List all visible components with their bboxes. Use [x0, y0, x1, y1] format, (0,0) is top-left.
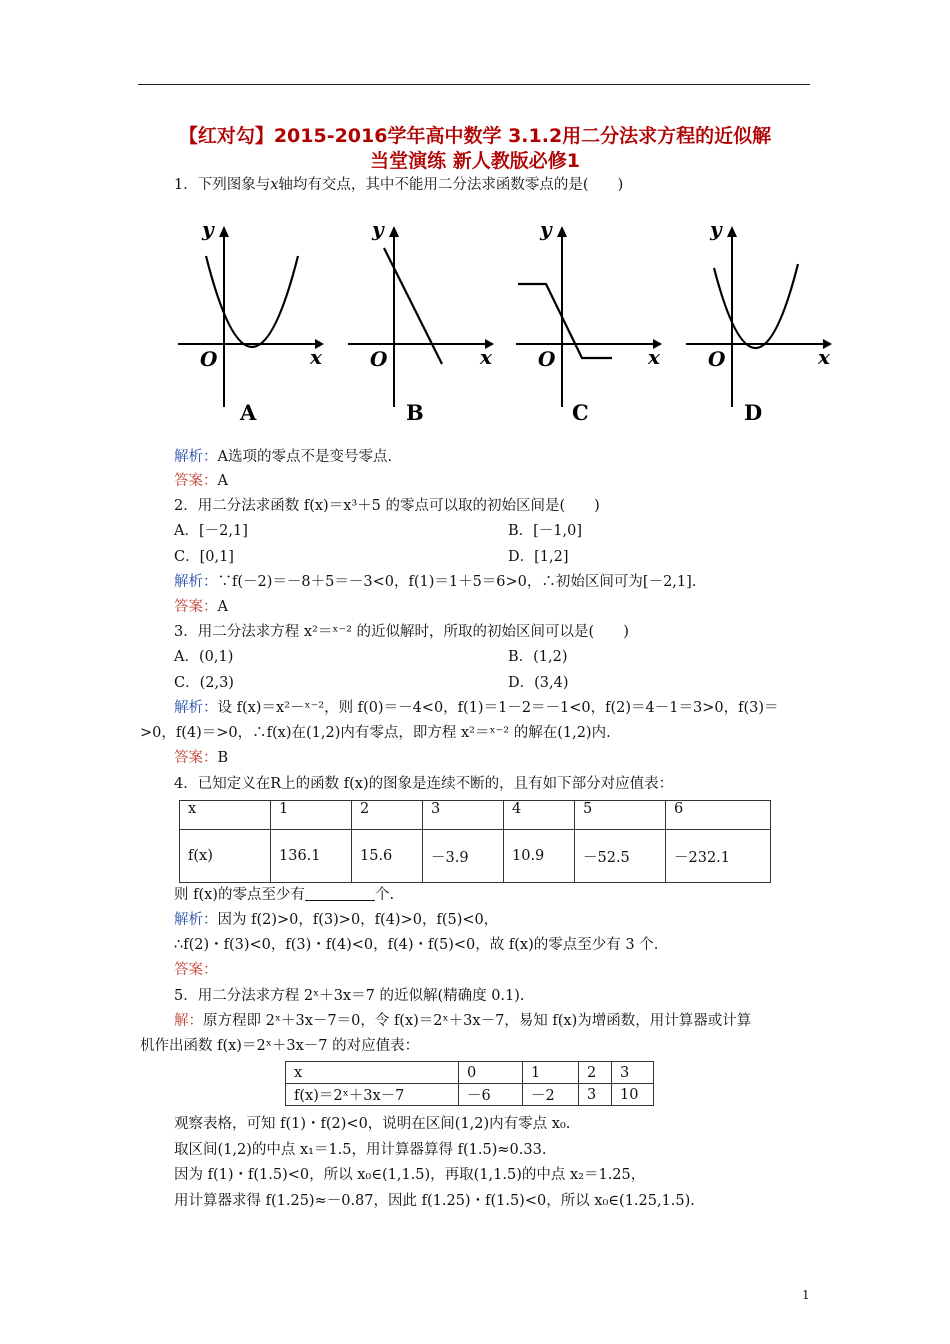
q2-option-b: B．[－1,0] — [508, 523, 583, 539]
table-cell: 1 — [523, 1062, 579, 1084]
table-cell: 6 — [666, 801, 771, 830]
q2-option-d: D．[1,2] — [508, 549, 569, 565]
q5-step-1: 观察表格，可知 f(1)・f(2)<0，说明在区间(1,2)内有零点 x₀. — [174, 1116, 571, 1132]
table-cell: －52.5 — [575, 830, 666, 883]
table-cell: 5 — [575, 801, 666, 830]
q4-stem: 4．已知定义在R上的函数 f(x)的图象是连续不断的，且有如下部分对应值表： — [174, 776, 674, 792]
origin-label: O — [200, 347, 218, 371]
graph-b-caption: B — [406, 400, 424, 425]
table-cell: 15.6 — [352, 830, 423, 883]
table-row — [180, 801, 771, 830]
q2-option-c: C．[0,1] — [174, 549, 234, 565]
table-cell: 3 — [612, 1062, 654, 1084]
y-axis-label: y — [540, 217, 552, 241]
q5-solution-line1: 解：原方程即 2ˣ＋3x－7＝0，令 f(x)＝2ˣ＋3x－7，易知 f(x)为增函数，用计算器或计算 — [174, 1013, 752, 1029]
q5-value-table — [285, 1061, 654, 1106]
table-cell: 2 — [579, 1062, 612, 1084]
graph-c — [510, 212, 670, 427]
header-rule — [138, 84, 810, 85]
q4-value-table — [179, 800, 771, 883]
table-cell: 0 — [459, 1062, 523, 1084]
q1-analysis: 解析：A选项的零点不是变号零点. — [174, 449, 393, 465]
q3-answer: 答案：B — [174, 750, 229, 766]
q3-option-a: A．(0,1) — [174, 649, 234, 665]
graph-a-caption: A — [240, 400, 257, 425]
origin-label: O — [538, 347, 556, 371]
x-axis-label: x — [818, 345, 830, 369]
x-axis-label: x — [648, 345, 660, 369]
table-cell: －3.9 — [423, 830, 504, 883]
table-cell: －6 — [459, 1084, 523, 1106]
table-row — [286, 1084, 654, 1106]
q4-analysis-line1: 解析：因为 f(2)>0，f(3)>0，f(4)>0，f(5)<0， — [174, 912, 499, 928]
origin-label: O — [370, 347, 388, 371]
q4-fill-blank: 则 f(x)的零点至少有 个. — [174, 887, 395, 903]
q2-analysis: 解析：∵f(－2)＝－8＋5＝－3<0，f(1)＝1＋5＝6>0，∴初始区间可为[－2,1]. — [174, 574, 697, 590]
table-cell: 3 — [423, 801, 504, 830]
x-axis-label: x — [480, 345, 492, 369]
q2-option-a: A．[－2,1] — [174, 523, 248, 539]
q3-analysis-line2: >0，f(4)＝>0，∴f(x)在(1,2)内有零点，即方程 x²＝ˣ⁻² 的解在(1,2)内. — [140, 725, 611, 741]
x-axis-label: x — [310, 345, 322, 369]
table-cell: x — [180, 801, 271, 830]
table-cell: －232.1 — [666, 830, 771, 883]
q3-analysis-line1: 解析：设 f(x)＝x²－ˣ⁻²，则 f(0)＝－4<0，f(1)＝1－2＝－1<0，f(2)＝4－1＝3>0，f(3)＝ — [174, 700, 779, 716]
q4-analysis-line2: ∴f(2)・f(3)<0，f(3)・f(4)<0，f(4)・f(5)<0，故 f(x)的零点至少有 3 个. — [174, 937, 659, 953]
y-axis-label: y — [202, 217, 214, 241]
graph-b — [342, 212, 502, 427]
q3-stem: 3．用二分法求方程 x²＝ˣ⁻² 的近似解时，所取的初始区间可以是( ) — [174, 624, 629, 640]
y-axis-label: y — [372, 217, 384, 241]
graph-a — [172, 212, 332, 427]
graph-c-caption: C — [572, 400, 589, 425]
q1-answer: 答案：A — [174, 473, 228, 489]
q5-stem: 5．用二分法求方程 2ˣ＋3x＝7 的近似解(精确度 0.1). — [174, 988, 525, 1004]
table-cell: f(x) — [180, 830, 271, 883]
graph-d — [680, 212, 840, 427]
y-axis-label: y — [710, 217, 722, 241]
q4-answer: 答案： — [174, 962, 218, 978]
table-row — [180, 830, 771, 883]
q2-answer: 答案：A — [174, 599, 228, 615]
q3-option-c: C．(2,3) — [174, 675, 234, 691]
origin-label: O — [708, 347, 726, 371]
q5-step-4: 用计算器求得 f(1.25)≈－0.87，因此 f(1.25)・f(1.5)<0，所以 x₀∈(1.25,1.5). — [174, 1193, 695, 1209]
q3-option-d: D．(3,4) — [508, 675, 569, 691]
q2-stem: 2．用二分法求函数 f(x)＝x³＋5 的零点可以取的初始区间是( ) — [174, 498, 600, 514]
table-row — [286, 1062, 654, 1084]
table-cell: 136.1 — [271, 830, 352, 883]
table-cell: 2 — [352, 801, 423, 830]
doc-title-line1: 【红对勾】2015-2016学年高中数学 3.1.2用二分法求方程的近似解 — [178, 125, 772, 147]
page-number: 1 — [802, 1288, 810, 1302]
table-cell: 4 — [504, 801, 575, 830]
table-cell: －2 — [523, 1084, 579, 1106]
graph-d-caption: D — [744, 400, 763, 425]
table-cell: 10 — [612, 1084, 654, 1106]
q1-stem: 1．下列图象与x轴均有交点，其中不能用二分法求函数零点的是( ) — [174, 177, 624, 193]
q5-step-3: 因为 f(1)・f(1.5)<0，所以 x₀∈(1,1.5)，再取(1,1.5)的中点 x₂＝1.25， — [174, 1167, 646, 1183]
q3-option-b: B．(1,2) — [508, 649, 568, 665]
table-cell: 1 — [271, 801, 352, 830]
q5-solution-line2: 机作出函数 f(x)＝2ˣ＋3x－7 的对应值表： — [140, 1038, 420, 1054]
table-cell: f(x)＝2ˣ＋3x－7 — [286, 1084, 459, 1106]
q5-step-2: 取区间(1,2)的中点 x₁＝1.5，用计算器算得 f(1.5)≈0.33. — [174, 1142, 547, 1158]
answer-blank — [305, 886, 375, 901]
table-cell: 3 — [579, 1084, 612, 1106]
doc-title-line2: 当堂演练 新人教版必修1 — [370, 150, 580, 172]
table-cell: x — [286, 1062, 459, 1084]
table-cell: 10.9 — [504, 830, 575, 883]
